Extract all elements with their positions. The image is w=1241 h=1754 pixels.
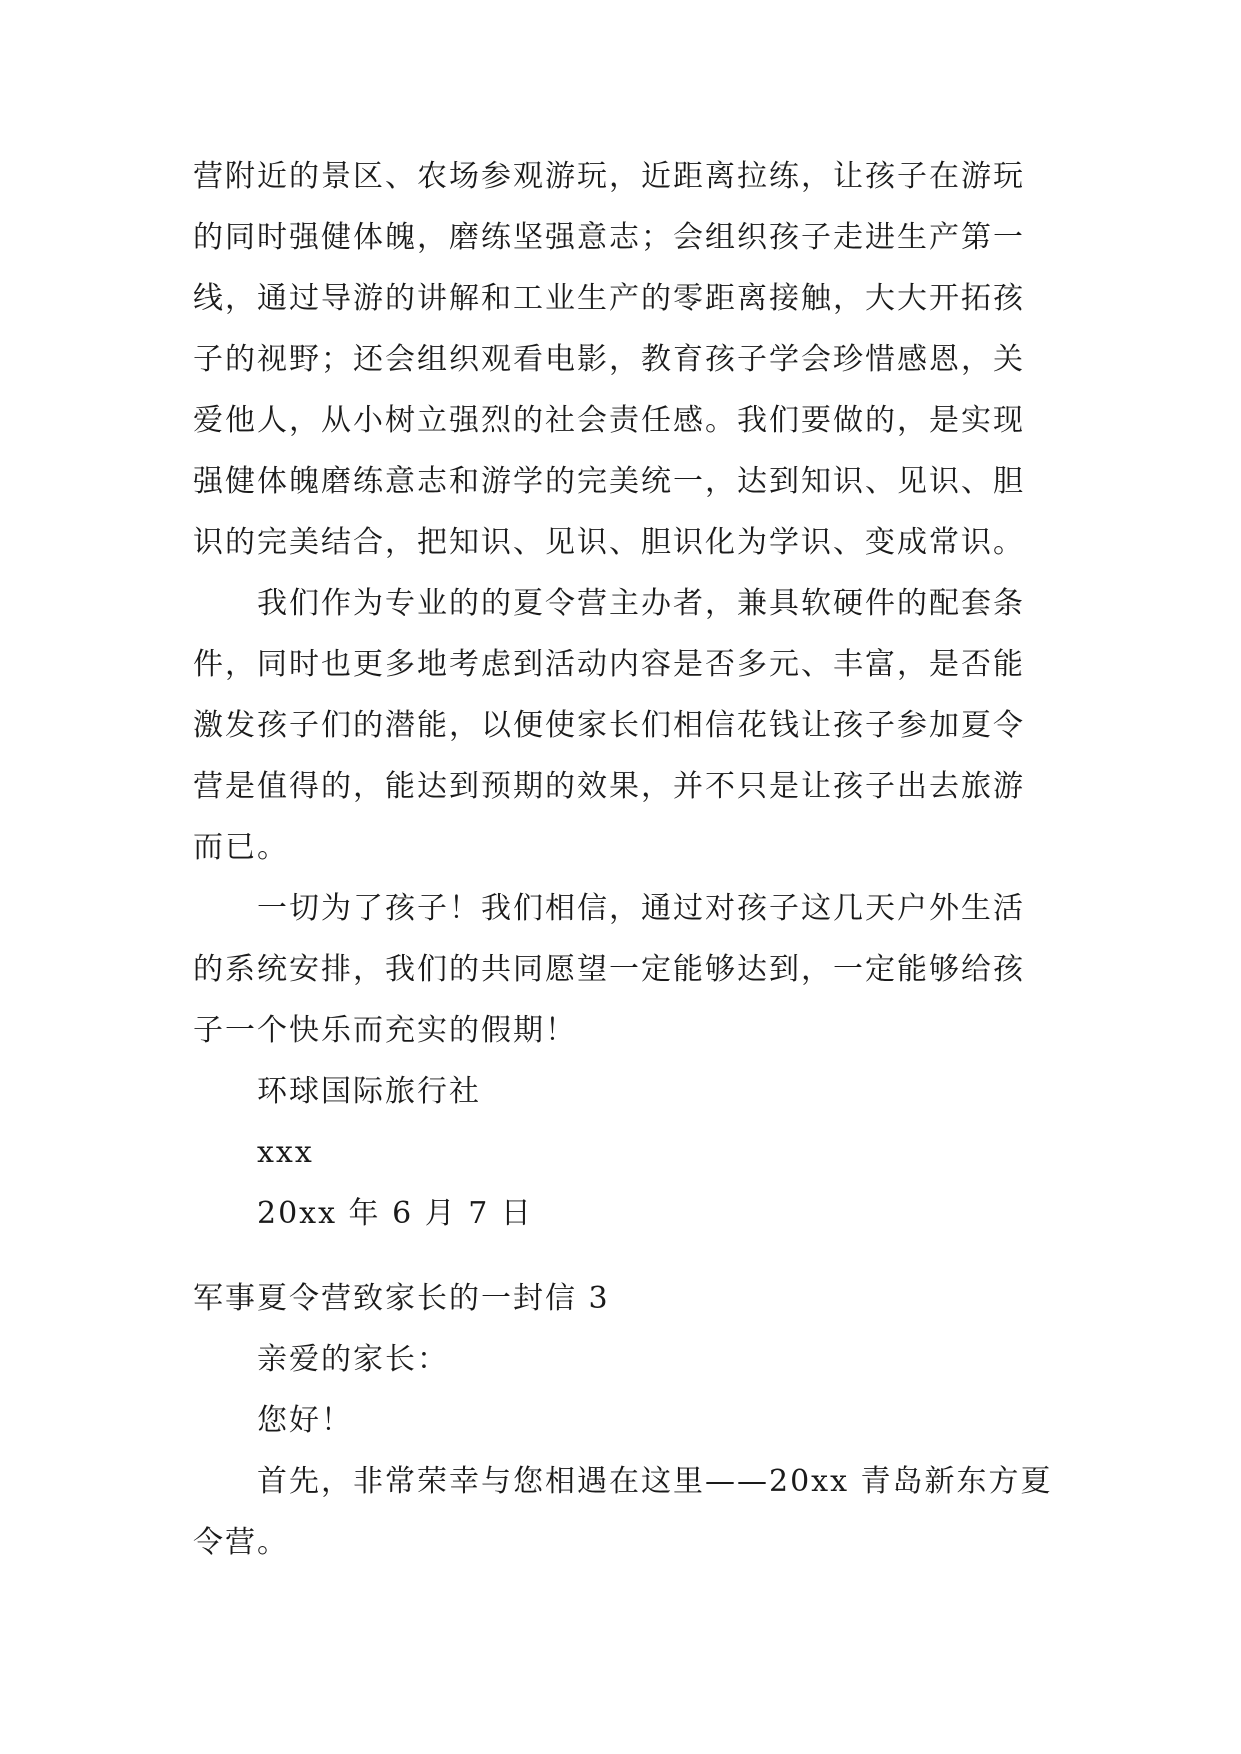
paragraph-line: 爱他人，从小树立强烈的社会责任感。我们要做的，是实现 xyxy=(193,403,1025,438)
paragraph-line: 子的视野；还会组织观看电影，教育孩子学会珍惜感恩，关 xyxy=(193,342,1025,377)
paragraph-line: 的同时强健体魄，磨练坚强意志；会组织孩子走进生产第一 xyxy=(193,220,1025,255)
paragraph-line: 营是值得的，能达到预期的效果，并不只是让孩子出去旅游 xyxy=(193,769,1025,804)
paragraph-line: 线，通过导游的讲解和工业生产的零距离接触，大大开拓孩 xyxy=(193,281,1025,316)
paragraph-line: 子一个快乐而充实的假期！ xyxy=(193,1013,577,1048)
paragraph-line: 激发孩子们的潜能，以便使家长们相信花钱让孩子参加夏令 xyxy=(193,708,1025,743)
paragraph-line: 识的完美结合，把知识、见识、胆识化为学识、变成常识。 xyxy=(193,525,1025,560)
paragraph-opening xyxy=(193,1451,1053,1573)
paragraph-line: 营附近的景区、农场参观游玩，近距离拉练，让孩子在游玩 xyxy=(193,159,1025,194)
paragraph-line: 而已。 xyxy=(193,830,289,865)
paragraph-line: 件，同时也更多地考虑到活动内容是否多元、丰富，是否能 xyxy=(193,647,1025,682)
signature-date: 20xx 年 6 月 7 日 xyxy=(257,1196,533,1231)
letter-salutation: 亲爱的家长： xyxy=(257,1342,449,1377)
paragraph-line: 的系统安排，我们的共同愿望一定能够达到，一定能够给孩 xyxy=(193,952,1025,987)
paragraph-line: 强健体魄磨练意志和游学的完美统一，达到知识、见识、胆 xyxy=(193,464,1025,499)
paragraph-line: 首先，非常荣幸与您相遇在这里——20xx 青岛新东方夏 xyxy=(257,1464,1053,1499)
paragraph-continuation xyxy=(193,146,1049,573)
signature-name: xxx xyxy=(257,1135,314,1170)
letter-title: 军事夏令营致家长的一封信 3 xyxy=(193,1281,610,1316)
paragraph-organizer xyxy=(193,573,1049,878)
paragraph-line: 一切为了孩子！我们相信，通过对孩子这几天户外生活 xyxy=(257,891,1025,926)
paragraph-for-children xyxy=(193,878,1049,1061)
paragraph-line: 我们作为专业的的夏令营主办者，兼具软硬件的配套条 xyxy=(257,586,1025,621)
paragraph-line: 令营。 xyxy=(193,1525,289,1560)
signature-organization: 环球国际旅行社 xyxy=(257,1074,481,1109)
letter-greeting: 您好！ xyxy=(257,1403,353,1438)
